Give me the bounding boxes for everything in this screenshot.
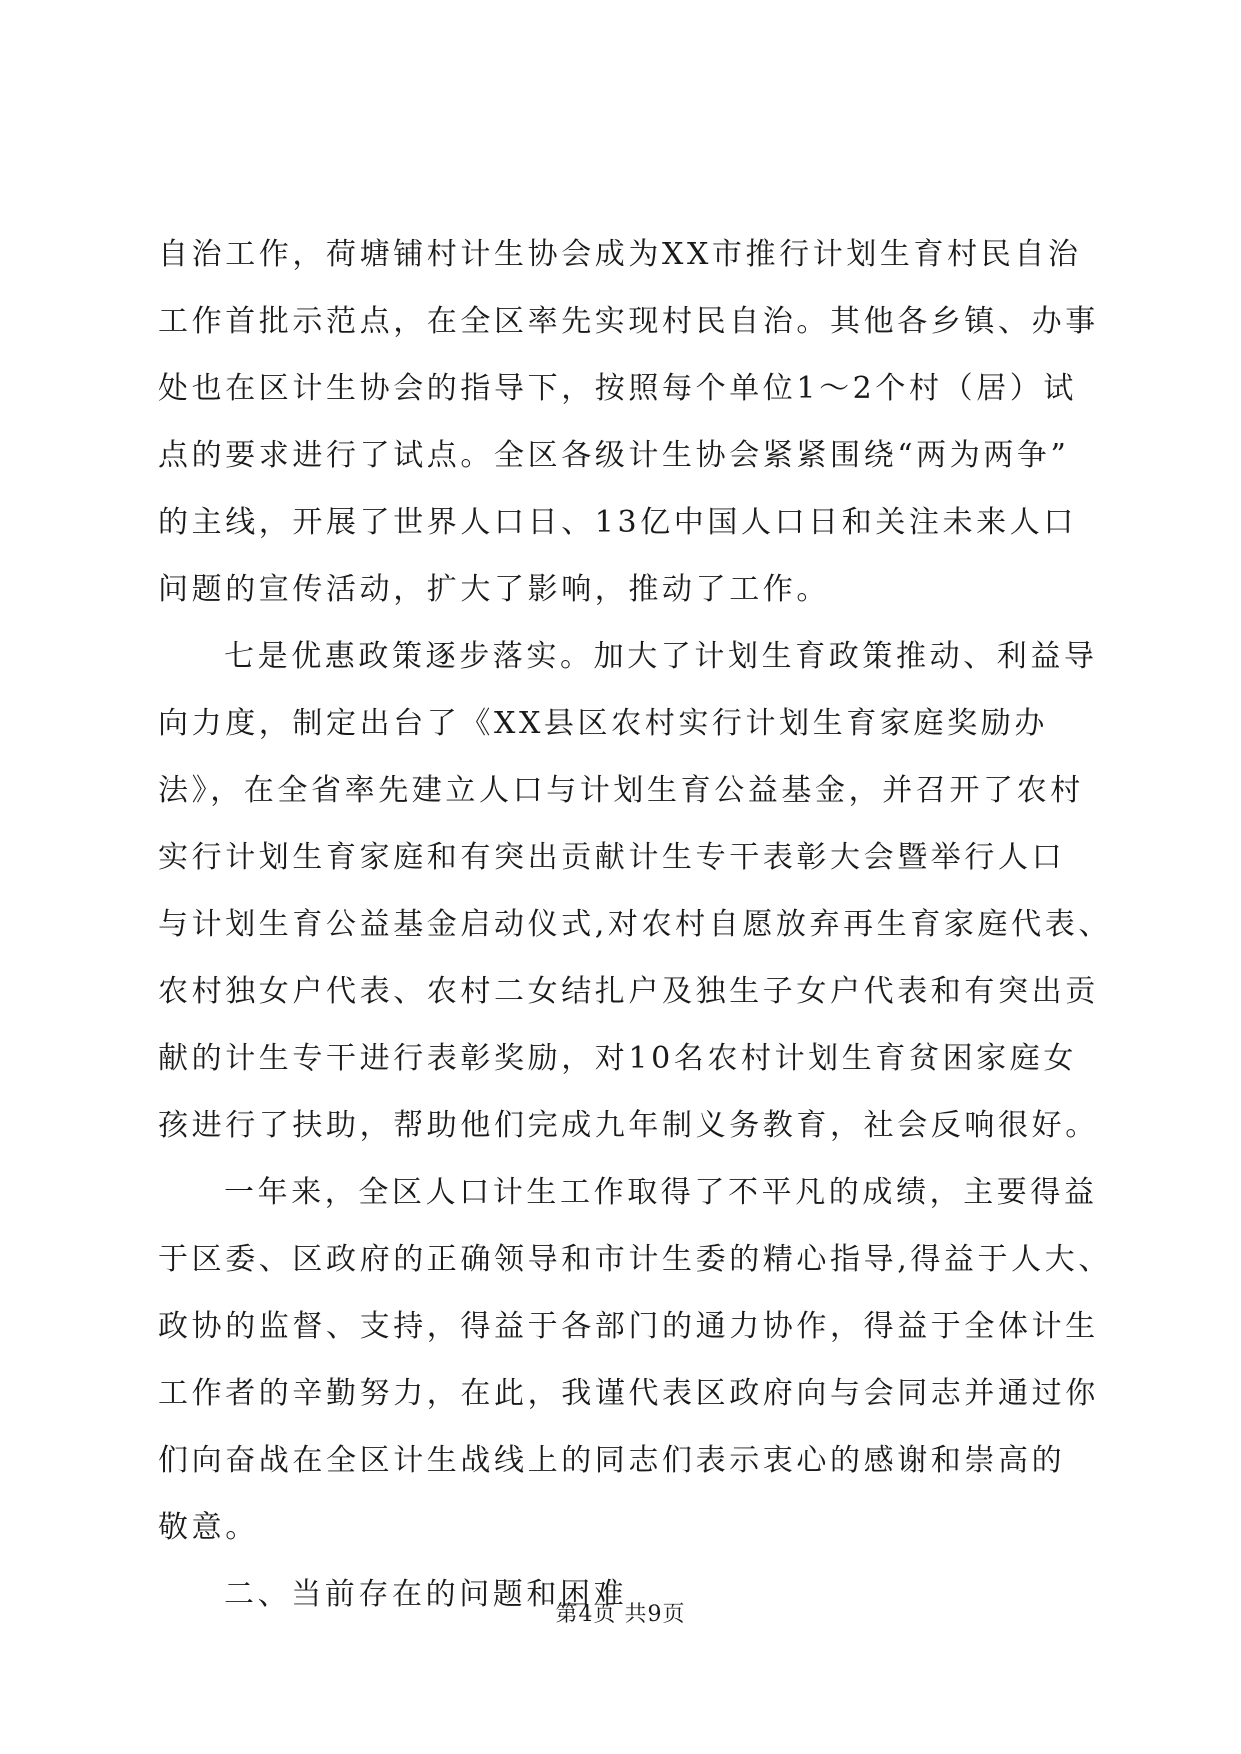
text-line: 七是优惠政策逐步落实。加大了计划生育政策推动、利益导 bbox=[224, 639, 1098, 674]
text-line: 们向奋战在全区计生战线上的同志们表示衷心的感谢和崇高的 bbox=[158, 1443, 1066, 1478]
text-line: 与计划生育公益基金启动仪式,对农村自愿放弃再生育家庭代表、 bbox=[158, 907, 1112, 942]
text-line: 孩进行了扶助，帮助他们完成九年制义务教育，社会反响很好。 bbox=[158, 1108, 1099, 1143]
text-line: 向力度，制定出台了《XX县区农村实行计划生育家庭奖励办 bbox=[158, 706, 1048, 741]
text-line: 政协的监督、支持，得益于各部门的通力协作，得益于全体计生 bbox=[158, 1309, 1099, 1344]
text-line: 一年来，全区人口计生工作取得了不平凡的成绩，主要得益 bbox=[224, 1175, 1098, 1210]
paragraph-summary bbox=[158, 1168, 1112, 1570]
text-line: 献的计生专干进行表彰奖励，对10名农村计划生育贫困家庭女 bbox=[158, 1041, 1077, 1076]
text-line: 工作者的辛勤努力，在此，我谨代表区政府向与会同志并通过你 bbox=[158, 1376, 1099, 1411]
page-footer: 第4页 共9页 bbox=[555, 1602, 686, 1627]
text-line: 敬意。 bbox=[158, 1510, 259, 1545]
text-line: 自治工作，荷塘铺村计生协会成为XX市推行计划生育村民自治 bbox=[158, 237, 1082, 272]
paragraph-continuation bbox=[158, 230, 1099, 632]
paragraph-preferential-policy bbox=[158, 632, 1112, 1168]
text-line: 点的要求进行了试点。全区各级计生协会紧紧围绕“两为两争” bbox=[158, 438, 1070, 473]
text-line: 于区委、区政府的正确领导和市计生委的精心指导,得益于人大、 bbox=[158, 1242, 1112, 1277]
text-line: 工作首批示范点，在全区率先实现村民自治。其他各乡镇、办事 bbox=[158, 304, 1099, 339]
text-line: 问题的宣传活动，扩大了影响，推动了工作。 bbox=[158, 572, 830, 607]
text-line: 处也在区计生协会的指导下，按照每个单位1～2个村（居）试 bbox=[158, 371, 1077, 406]
document-body bbox=[158, 230, 1112, 1637]
text-line: 法》，在全省率先建立人口与计划生育公益基金，并召开了农村 bbox=[158, 773, 1084, 808]
heading-text: 二、当前存在的问题和困难 bbox=[224, 1577, 628, 1612]
text-line: 农村独女户代表、农村二女结扎户及独生子女户代表和有突出贡 bbox=[158, 974, 1099, 1009]
text-line: 实行计划生育家庭和有突出贡献计生专干表彰大会暨举行人口 bbox=[158, 840, 1066, 875]
text-line: 的主线，开展了世界人口日、13亿中国人口日和关注未来人口 bbox=[158, 505, 1077, 540]
